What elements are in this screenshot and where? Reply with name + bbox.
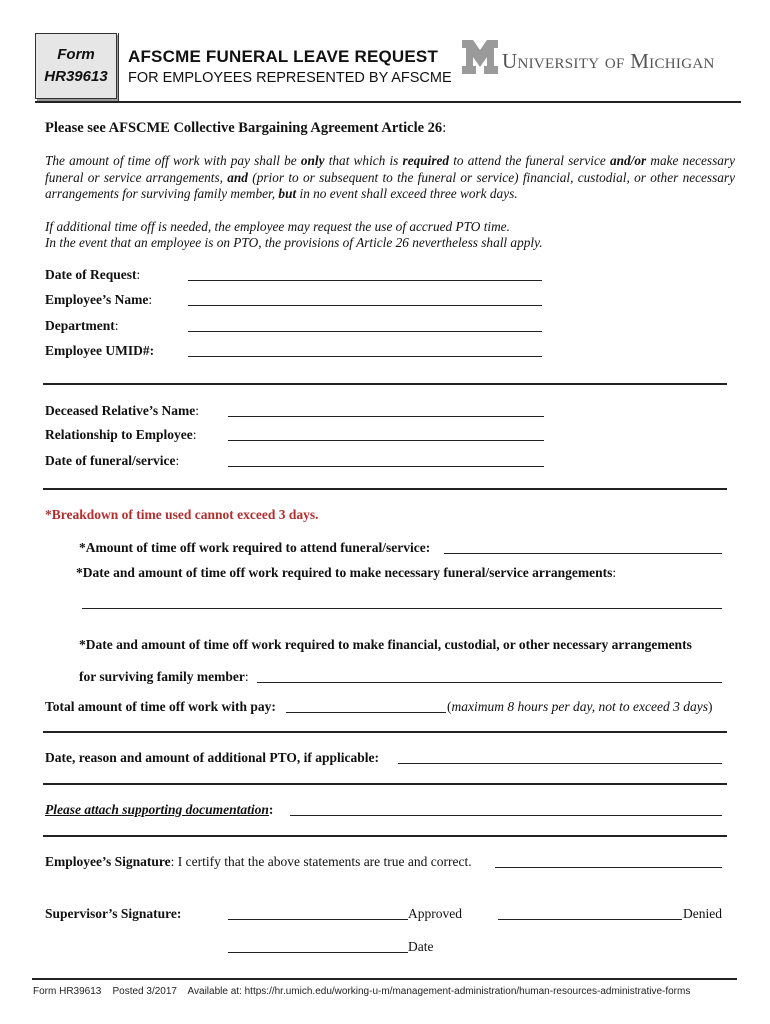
date-label: Date	[408, 939, 434, 954]
employee-signature-label	[45, 854, 472, 870]
total-time-note-text: maximum 8 hours per day, not to exceed 3 days	[451, 699, 708, 714]
article-heading	[45, 120, 446, 137]
department-label	[45, 318, 119, 334]
employee-signature-field[interactable]	[495, 867, 722, 868]
note-paren: (	[447, 699, 452, 714]
page-subtitle: FOR EMPLOYEES REPRESENTED BY AFSCME	[128, 70, 452, 86]
para-emphasis: required	[402, 153, 450, 168]
employee-certification-text: : I certify that the above statements are true and correct.	[170, 854, 472, 869]
surviving-family-field[interactable]	[257, 682, 722, 683]
section-rule	[43, 488, 727, 490]
attach-docs-label	[45, 802, 273, 818]
para-emphasis: but	[278, 186, 297, 201]
employee-name-field[interactable]	[188, 305, 542, 306]
attach-docs-field[interactable]	[290, 815, 722, 816]
field-label: Employee UMID#:	[45, 343, 155, 358]
surviving-family-label	[79, 669, 249, 685]
section-rule	[43, 783, 727, 785]
form-number-box	[35, 33, 117, 99]
funeral-date-label	[45, 453, 179, 469]
approved-signature-field[interactable]	[228, 919, 408, 920]
para-emphasis: only	[300, 153, 325, 168]
arrangements-label	[76, 565, 616, 581]
field-label: Department	[45, 318, 115, 333]
header-divider	[118, 33, 119, 101]
employee-umid-field[interactable]	[188, 356, 542, 357]
header-rule	[35, 101, 741, 103]
university-name	[502, 49, 715, 74]
deceased-name-label	[45, 403, 199, 419]
para-emphasis: and	[227, 169, 248, 185]
attach-docs-text: Please attach supporting documentation	[45, 802, 269, 817]
field-label: Deceased Relative’s Name	[45, 403, 196, 418]
footer-text: Form HR39613 Posted 3/2017 Available at: https://hr.umich.edu/working-u-m/management-administration/human-resources-administrative-forms	[33, 986, 691, 997]
para-text: (prior to or subsequent to the funeral or service) financial, custodial, or other necessary arrangements for surviving family member,	[45, 169, 735, 201]
arrangements-field[interactable]	[82, 608, 722, 609]
para-text: make necessary funeral or service arrangements,	[45, 153, 735, 185]
article-heading-colon: :	[442, 120, 447, 136]
department-field[interactable]	[188, 331, 542, 332]
employee-umid-label	[45, 343, 154, 359]
university-name-text: University of Michigan	[502, 49, 715, 73]
note-paren: )	[707, 699, 713, 714]
deceased-name-field[interactable]	[228, 416, 544, 417]
attend-time-field[interactable]	[444, 553, 722, 554]
date-of-request-field[interactable]	[188, 280, 542, 281]
supervisor-signature-label: Supervisor’s Signature:	[45, 906, 182, 921]
policy-paragraph	[45, 153, 735, 203]
denied-label: Denied	[683, 906, 722, 921]
para-text: in no event shall exceed three work days.	[296, 186, 518, 201]
field-colon: :	[136, 267, 141, 282]
field-colon: :	[148, 292, 153, 307]
approved-label: Approved	[408, 906, 462, 921]
field-label: Relationship to Employee	[45, 427, 193, 442]
pto-label: Date, reason and amount of additional PTO, if applicable:	[45, 750, 380, 765]
para-text: to attend the funeral service	[449, 153, 610, 168]
footer-rule	[32, 978, 737, 980]
form-label: Form	[57, 46, 95, 63]
total-time-label: Total amount of time off work with pay:	[45, 699, 276, 714]
form-number: HR39613	[44, 68, 108, 85]
para-emphasis: and/or	[609, 153, 647, 168]
funeral-date-field[interactable]	[228, 466, 544, 467]
field-colon: :	[175, 453, 180, 468]
field-colon: :	[114, 318, 119, 333]
field-label: Date of Request	[45, 267, 137, 282]
pto-field[interactable]	[398, 763, 722, 764]
attend-time-label: *Amount of time off work required to attend funeral/service:	[79, 540, 431, 555]
field-label: Employee’s Name	[45, 292, 149, 307]
field-colon: :	[612, 565, 617, 580]
pto-note-line1: If additional time off is needed, the employee may request the use of accrued PTO time.	[45, 219, 510, 234]
total-time-field[interactable]	[286, 712, 446, 713]
section-rule	[43, 731, 727, 733]
field-colon: :	[192, 427, 197, 442]
field-colon: :	[195, 403, 199, 418]
section-rule	[43, 835, 727, 837]
field-colon: :	[268, 802, 274, 817]
employee-signature-title: Employee’s Signature	[45, 854, 171, 869]
para-text: The amount of time off work with pay shall be	[45, 153, 301, 168]
financial-arrangements-label: *Date and amount of time off work required to make financial, custodial, or other necessary arrangements	[79, 637, 692, 652]
block-m-logo-icon	[462, 40, 498, 74]
field-label: *Date and amount of time off work required to make necessary funeral/service arrangements	[76, 565, 613, 580]
field-label: for surviving family member	[79, 669, 245, 684]
breakdown-warning: *Breakdown of time used cannot exceed 3 days.	[45, 507, 319, 522]
employee-name-label	[45, 292, 152, 308]
field-label: Date of funeral/service	[45, 453, 176, 468]
page-title: AFSCME FUNERAL LEAVE REQUEST	[128, 47, 439, 66]
para-text: that which is	[324, 153, 403, 168]
denied-signature-field[interactable]	[498, 919, 682, 920]
relationship-field[interactable]	[228, 440, 544, 441]
signature-date-field[interactable]	[228, 952, 408, 953]
field-colon: :	[244, 669, 249, 684]
article-heading-text: Please see AFSCME Collective Bargaining Agreement Article 26	[45, 120, 443, 136]
relationship-label	[45, 427, 197, 443]
pto-note-line2: In the event that an employee is on PTO, the provisions of Article 26 nevertheless shall apply.	[45, 235, 543, 250]
section-rule	[43, 383, 727, 385]
total-time-note	[447, 699, 712, 715]
date-of-request-label	[45, 267, 140, 283]
